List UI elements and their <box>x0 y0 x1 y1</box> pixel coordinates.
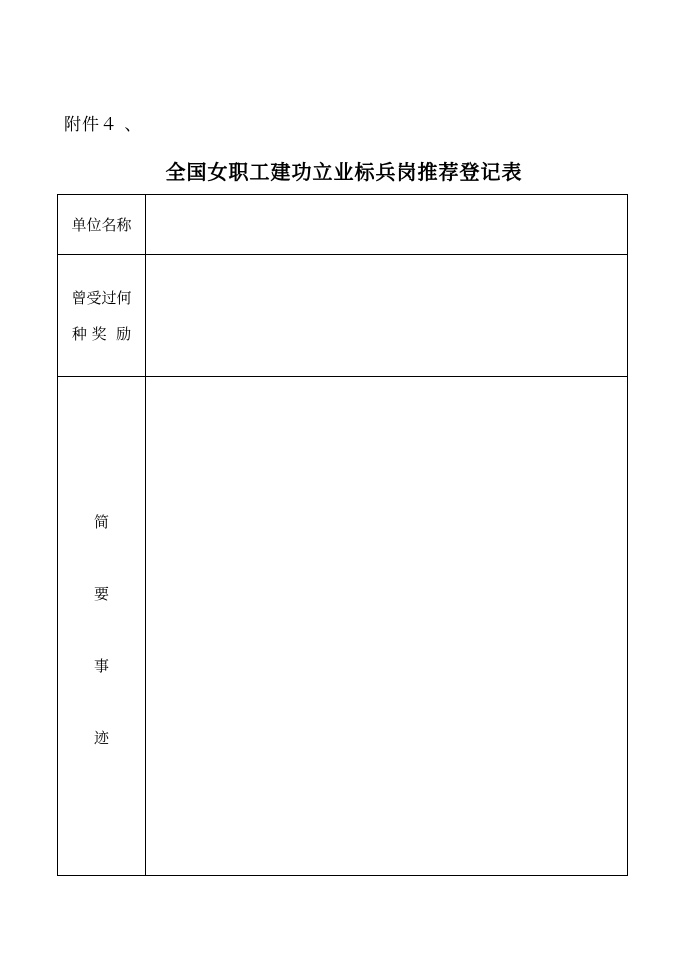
deeds-label <box>58 377 146 876</box>
awards-label-line-2: 种 奖 励 <box>71 324 132 343</box>
deeds-row <box>58 377 628 876</box>
awards-row <box>58 255 628 377</box>
registration-form-table <box>57 194 628 876</box>
attachment-number: 附件４ 、 <box>64 115 143 135</box>
unit-name-field[interactable] <box>146 195 628 255</box>
awards-label <box>58 255 146 377</box>
deeds-label-char-3: 事 <box>93 657 109 675</box>
deeds-label-char-4: 迹 <box>93 729 109 747</box>
deeds-field[interactable] <box>146 377 628 876</box>
unit-name-label: 单位名称 <box>58 195 146 255</box>
unit-name-row <box>58 195 628 255</box>
form-title: 全国女职工建功立业标兵岗推荐登记表 <box>165 160 523 184</box>
deeds-label-char-2: 要 <box>93 585 109 603</box>
awards-label-line-1: 曾受过何 <box>71 288 132 307</box>
awards-field[interactable] <box>146 255 628 377</box>
deeds-label-char-1: 简 <box>93 513 109 531</box>
